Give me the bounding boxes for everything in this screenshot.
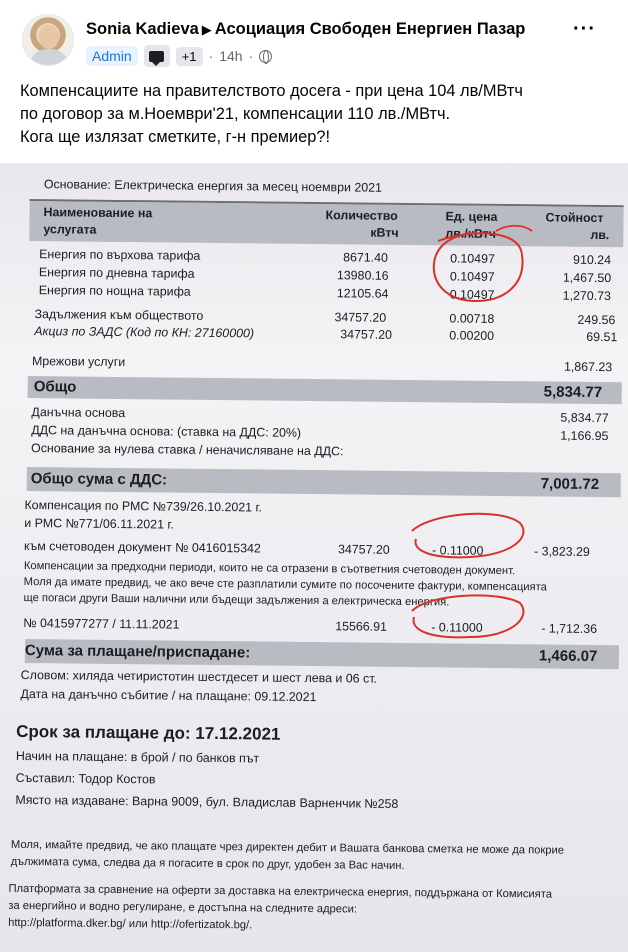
bill-document — [8, 171, 626, 952]
item-qty: 8671.40 — [343, 250, 388, 265]
post-time[interactable]: 14h — [219, 48, 243, 64]
post-text-line: Кога ще излязат сметките, г-н премиер?! — [20, 128, 331, 146]
post-text-line: Компенсациите на правителството досега - при цена 104 лв/МВтч — [20, 82, 523, 100]
dot-separator-2: · — [248, 48, 254, 64]
post-text-line: по договор за м.Ноември'21, компенсации 110 лв./МВтч. — [20, 105, 451, 123]
post-photo[interactable] — [0, 163, 628, 952]
network-value: 1,867.23 — [563, 359, 613, 375]
place-of-issue: Място на издаване: Варна 9009, бул. Владислав Варненчик №258 — [15, 792, 399, 811]
post-text — [20, 80, 620, 149]
comp1-row — [22, 539, 618, 563]
plus-badge[interactable]: +1 — [176, 47, 203, 66]
admin-badge[interactable]: Admin — [86, 46, 138, 66]
item-name: Енергия по дневна тарифа — [38, 265, 195, 281]
comp1-line1: Компенсация по РМС №739/26.10.2021 г. — [24, 498, 263, 515]
footer-line-5: http://platforma.dker.bg/ или http://ofertizatok.bg/. — [8, 916, 253, 932]
item-price: 0.10497 — [449, 287, 495, 302]
dot-separator: · — [208, 48, 214, 64]
post-header — [0, 0, 628, 74]
footer-line-2: дължимата сума, следва да я погасите в срок по друг, удобен за Вас начин. — [10, 855, 405, 873]
item-name: Енергия по нощна тарифа — [38, 283, 191, 299]
globe-icon — [259, 50, 272, 63]
grand-total-value: 7,001.72 — [540, 475, 600, 494]
group-name[interactable]: Асоциация Свободен Енергиен Пазар — [214, 20, 526, 38]
comp1-line3: към счетоводен документ № 0416015342 — [23, 539, 261, 556]
col-price-2: лв./кВтч — [445, 226, 497, 241]
network-label: Мрежови услуги — [31, 354, 126, 370]
amount-in-words: Словом: хиляда четиристотин шестдесет и шест лева и 06 ст. — [20, 667, 378, 686]
item-value: 1,270.73 — [562, 288, 612, 304]
bill-basis: Основание: Електрическа енергия за месец ноември 2021 — [43, 177, 383, 195]
payment-method: Начин на плащане: в брой / по банков път — [15, 748, 260, 766]
item-value: 69.51 — [586, 329, 618, 345]
tax-event-date: Дата на данъчно събитие / на плащане: 09.12.2021 — [20, 686, 317, 705]
pay-value: 1,466.07 — [538, 647, 598, 666]
comp1-value: - 3,823.29 — [533, 544, 590, 559]
item-value: 1,467.50 — [562, 270, 612, 286]
item-name: Енергия по върхова тарифа — [39, 247, 201, 263]
tax-base-label: Данъчна основа — [31, 405, 126, 421]
tax-base-value: 5,834.77 — [560, 410, 609, 426]
col-value-2: лв. — [590, 227, 610, 243]
issuer: Съставил: Тодор Костов — [15, 770, 156, 787]
col-qty-2: кВтч — [370, 225, 399, 240]
comp2-price: - 0.11000 — [431, 620, 483, 635]
grand-total-label: Общо сума с ДДС: — [30, 470, 168, 489]
avatar-face — [39, 25, 59, 49]
col-name-2: услугата — [43, 222, 97, 237]
item-qty: 34757.20 — [334, 310, 387, 325]
pay-label: Сума за плащане/приспадане: — [24, 642, 251, 662]
network-row — [24, 354, 620, 378]
col-price-1: Ед. цена — [445, 209, 498, 224]
more-options-icon[interactable]: ··· — [573, 18, 596, 40]
total-label: Общо — [33, 378, 77, 396]
footer-line-1: Моля, имайте предвид, че ако плащате чрез директен дебит и Вашата банкова сметка не може да покрие — [10, 838, 565, 857]
col-name-1: Наименование на — [43, 205, 153, 221]
due-date: Срок за плащане до: 17.12.2021 — [16, 721, 281, 744]
post-title — [86, 20, 525, 39]
item-qty: 13980.16 — [336, 268, 389, 283]
comp2-row — [21, 616, 617, 640]
item-price: 0.10497 — [449, 269, 495, 284]
comp2-qty: 15566.91 — [335, 619, 388, 634]
comp1-qty: 34757.20 — [337, 542, 390, 557]
item-value: 910.24 — [573, 252, 612, 268]
chat-badge-icon[interactable] — [144, 45, 170, 67]
footer-line-4: за енергийно и водно регулиране, е достъпна на следните адреси: — [8, 899, 358, 916]
vat-label: ДДС на данъчна основа: (ставка на ДДС: 20%) — [31, 423, 302, 440]
comp-note3: ще погаси други Ваши налични или бъдещи задължения а електрическа енергия. — [23, 591, 450, 609]
total-value: 5,834.77 — [543, 383, 603, 402]
col-value-1: Стойност — [545, 210, 604, 226]
triangle-right-icon: ▶ — [201, 22, 212, 37]
item-qty: 12105.64 — [336, 286, 389, 301]
avatar[interactable] — [22, 14, 74, 66]
comp1-price: - 0.11000 — [431, 543, 484, 558]
comp2-value: - 1,712.36 — [541, 621, 598, 637]
item-value: 249.56 — [577, 312, 616, 328]
item-price: 0.00718 — [449, 311, 495, 326]
comp-note1: Компенсации за предходни периоди, които не са отразени в съответния счетоводен документ. — [23, 559, 516, 578]
author-name[interactable]: Sonia Kadieva — [86, 20, 199, 38]
item-price: 0.00200 — [449, 328, 495, 343]
footer-line-3: Платформата за сравнение на оферти за доставка на електрическа енергия, поддържана от Комисията — [8, 882, 553, 901]
comp1-line2: и РМС №771/06.11.2021 г. — [24, 516, 174, 532]
item-qty: 34757.20 — [340, 327, 393, 342]
item-name: Задължения към обществото — [34, 307, 204, 323]
col-qty-1: Количество — [325, 208, 398, 223]
comp2-doc: № 0415977277 / 11.11.2021 — [23, 615, 180, 632]
zero-rate-label: Основание за нулева ставка / неначисляване на ДДС: — [31, 441, 344, 459]
comp-note2: Моля да имате предвид, че ако вече сте разплатили сумите по посочените фактури, компенсацията — [23, 575, 547, 594]
item-price: 0.10497 — [450, 251, 495, 266]
avatar-body — [31, 49, 67, 66]
vat-value: 1,166.95 — [560, 428, 609, 444]
post-meta — [86, 45, 272, 67]
item-name: Акциз по ЗАДС (Код по КН: 27160000) — [34, 324, 255, 341]
